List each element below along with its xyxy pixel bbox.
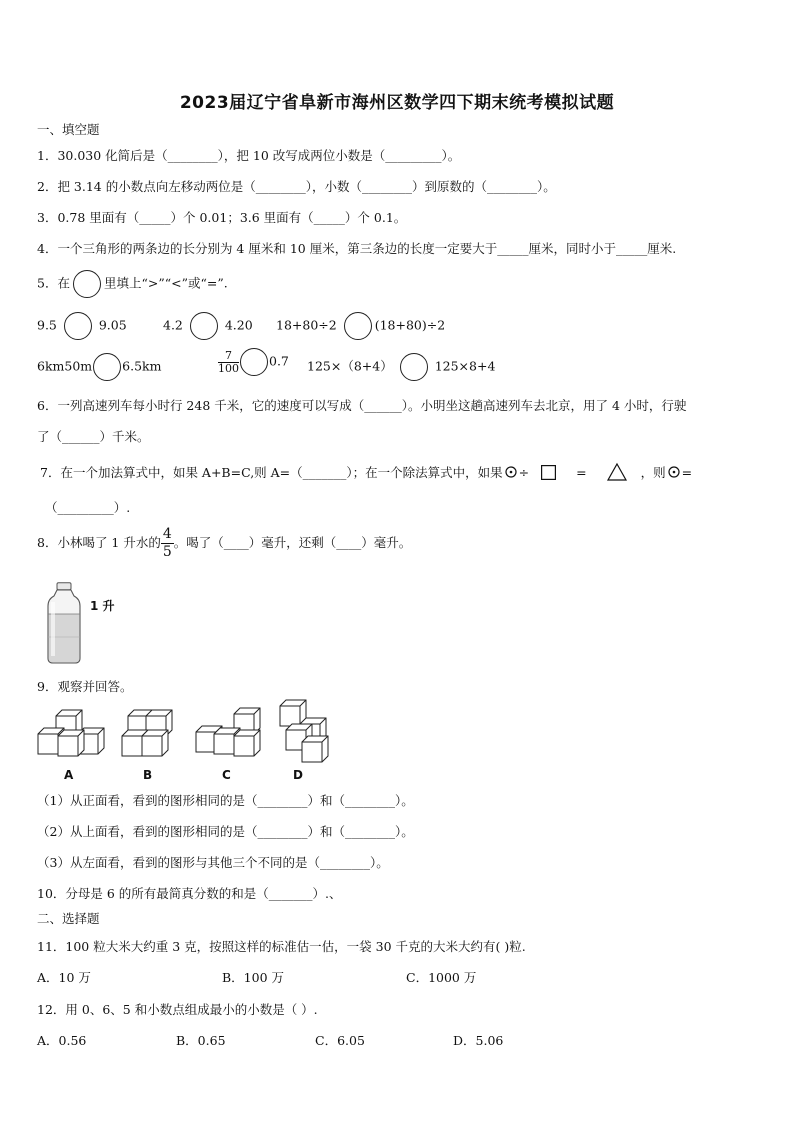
compare-left: 4.2 [163,317,183,333]
equals-sign: = [681,465,693,480]
fraction-four-fifths: $\frac{4}{5}$ [162,526,172,560]
q5-suffix: 里填上“>”“<”或“=”. [103,275,228,291]
question-7 [40,463,692,484]
q8-text: 8．小林喝了 1 升水的 [37,535,161,550]
cube-figure-c [196,702,262,764]
question-9-part-1: （1）从正面看，看到的图形相同的是（________）和（________）。 [37,793,414,808]
question-4: 4．一个三角形的两条边的长分别为 4 厘米和 10 厘米，第三条边的长度一定要大于_____厘米，同时小于_____厘米. [37,241,677,256]
question-12: 12．用 0、6、5 和小数点组成最小的小数是（ ）. [37,1002,318,1017]
compare-left: 125×（8+4） [307,358,393,374]
triangle-icon [607,463,627,484]
compare-right: 0.7 [269,353,289,369]
compare-right: (18+80)÷2 [374,317,446,333]
cube-label-a: A [64,768,74,782]
question-11: 11．100 粒大米大约重 3 克，按照这样的标准估一估，一袋 30 千克的大米大约有( )粒. [37,939,526,954]
compare-right: 9.05 [98,317,127,333]
q8-text-end: 。喝了（____）毫升，还剩（____）毫升。 [173,535,412,550]
question-9: 9．观察并回答。 [37,679,133,694]
q12-option-c: C．6.05 [315,1033,365,1048]
compare-left: 9.5 [37,317,57,333]
answer-circle-icon [400,353,428,381]
q12-option-a: A．0.56 [37,1033,87,1048]
compare-left: 6km50m [37,358,93,374]
question-8 [37,526,411,561]
cube-figure-b [122,702,178,764]
cube-figure-a [38,702,104,764]
q11-option-b: B．100 万 [222,970,285,985]
circle-dot-icon [668,466,680,481]
compare-4 [37,353,161,381]
q12-option-d: D．5.06 [453,1033,504,1048]
compare-left: 18+80÷2 [276,317,337,333]
answer-circle-icon [240,348,268,376]
cube-label-c: C [222,768,231,782]
equals-sign: = [576,465,587,480]
compare-right: 125×8+4 [434,358,496,374]
question-10: 10．分母是 6 的所有最简真分数的和是（_______）.、 [37,886,342,901]
answer-circle-icon [190,312,218,340]
question-9-part-3: （3）从左面看，看到的图形与其他三个不同的是（________）。 [37,855,389,870]
question-1: 1．30.030 化简后是（________），把 10 改写成两位小数是（_________）。 [37,148,461,163]
section-heading-fill-blank: 一、填空题 [37,122,100,137]
compare-1 [37,312,127,340]
question-9-part-2: （2）从上面看，看到的图形相同的是（________）和（________）。 [37,824,414,839]
question-7-line-2: （_________）. [45,500,131,515]
answer-circle-icon [64,312,92,340]
q7-then: ，则 [640,465,666,480]
divide-sign: ÷ [518,465,530,480]
compare-6 [307,353,495,381]
compare-right: 4.20 [224,317,253,333]
q11-option-a: A．10 万 [37,970,91,985]
answer-circle-icon [73,270,101,298]
circle-dot-icon [505,466,517,481]
answer-circle-icon [344,312,372,340]
compare-5 [218,348,289,376]
fraction-seven-hundredths: $\frac{7}{100}$ [218,348,239,375]
compare-3 [276,312,445,340]
bottle-label: 1 升 [90,599,115,613]
page-title: 2023届辽宁省阜新市海州区数学四下期末统考模拟试题 [179,93,615,113]
square-icon [541,465,556,483]
cube-figure-d [278,700,330,766]
q5-prefix: 5．在 [37,275,70,291]
cube-label-d: D [293,768,303,782]
q11-option-c: C．1000 万 [406,970,477,985]
question-3: 3．0.78 里面有（_____）个 0.01；3.6 里面有（_____）个 0.1。 [37,210,407,225]
cube-label-b: B [143,768,153,782]
q12-option-b: B．0.65 [176,1033,226,1048]
answer-circle-icon [93,353,121,381]
question-6-line-2: 了（______）千米。 [37,429,150,444]
question-6-line-1: 6．一列高速列车每小时行 248 千米，它的速度可以写成（______）。小明坐这趟高速列车去北京，用了 4 小时，行驶 [37,398,687,413]
question-2: 2．把 3.14 的小数点向左移动两位是（________），小数（________）到原数的（________）。 [37,179,556,194]
question-5 [37,270,228,298]
water-bottle-icon [44,582,84,668]
section-heading-choice: 二、选择题 [37,911,100,926]
compare-2 [163,312,253,340]
compare-right: 6.5km [122,358,162,374]
q7-text: 7．在一个加法算式中，如果 A+B=C,则 A=（_______）；在一个除法算式中，如果 [40,465,503,480]
